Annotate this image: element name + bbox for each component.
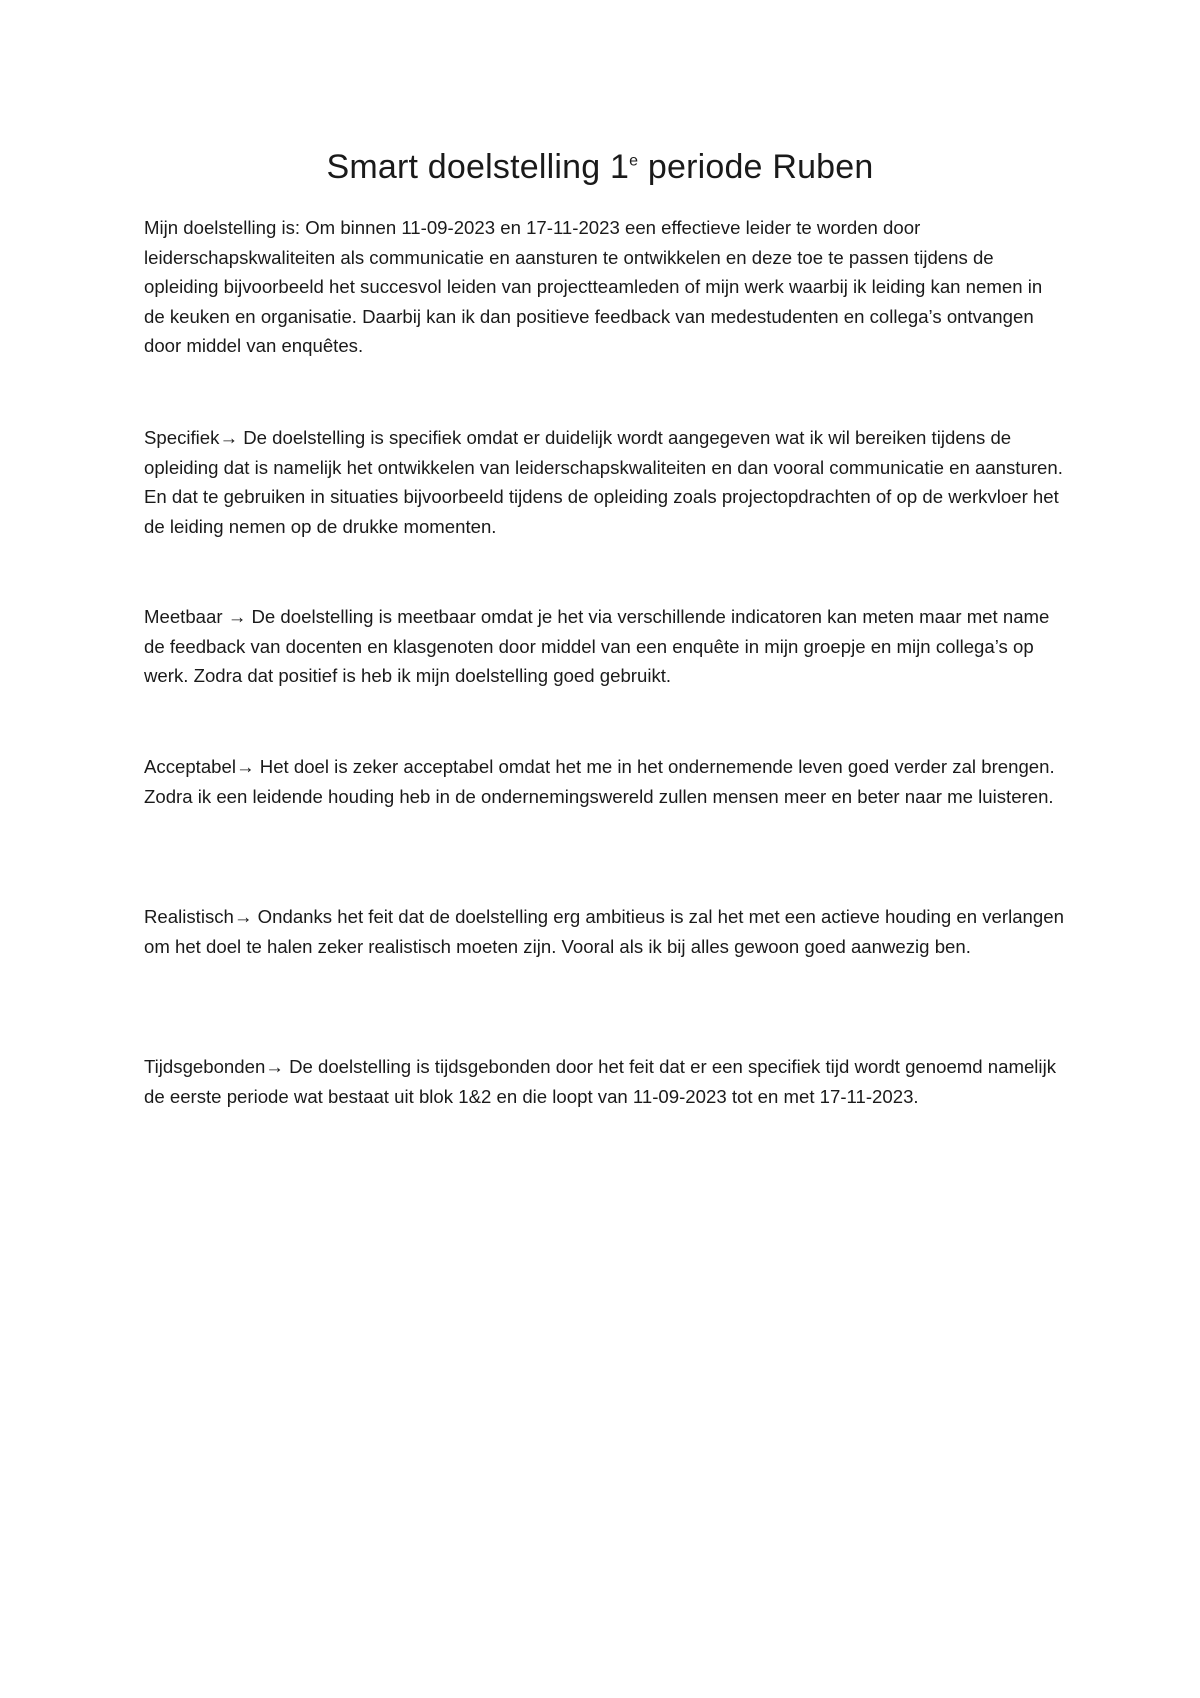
section-label: Realistisch: [144, 906, 234, 927]
section-specifiek: [144, 423, 1064, 541]
section-text: De doelstelling is meetbaar omdat je het via verschillende indicatoren kan meten maar met name de feedback van docenten en klasgenoten door middel van een enquête in mijn groepje en mijn collega’s op werk. Zodra dat positief is heb ik mijn doelstelling goed gebruikt.: [144, 606, 1050, 686]
section-meetbaar: [144, 602, 1064, 691]
section-acceptabel: [144, 752, 1064, 811]
title-main: Smart doelstelling 1: [326, 148, 630, 186]
title-rest: periode Ruben: [638, 148, 874, 186]
section-label: Tijdsgebonden: [144, 1056, 266, 1077]
section-label: Acceptabel: [144, 756, 236, 777]
arrow-icon: →: [227, 606, 247, 627]
section-text: Het doel is zeker acceptabel omdat het me in het ondernemende leven goed verder zal brengen. Zodra ik een leidende houding heb in de ondernemingswereld zullen mensen meer en beter naar me luisteren.: [144, 756, 1055, 807]
section-label: Meetbaar: [144, 606, 228, 627]
section-label: Specifiek: [144, 427, 220, 448]
arrow-icon: →: [233, 906, 253, 927]
arrow-icon: →: [236, 756, 255, 777]
document-title: [0, 148, 1200, 187]
arrow-icon: →: [219, 427, 239, 448]
section-realistisch: [144, 902, 1064, 961]
section-text: Ondanks het feit dat de doelstelling erg ambitieus is zal het met een actieve houding en verlangen om het doel te halen zeker realistisch moeten zijn. Vooral als ik bij alles gewoon goed aanwezig ben.: [144, 906, 1064, 957]
title-superscript: e: [629, 152, 639, 170]
section-text: De doelstelling is tijdsgebonden door het feit dat er een specifiek tijd wordt genoemd namelijk de eerste periode wat bestaat uit blok 1&2 en die loopt van 11-09-2023 tot en met 17-11-2023.: [144, 1056, 1056, 1107]
arrow-icon: →: [265, 1056, 284, 1077]
section-tijdsgebonden: [144, 1052, 1064, 1111]
section-text: De doelstelling is specifiek omdat er duidelijk wordt aangegeven wat ik wil bereiken tijdens de opleiding dat is namelijk het ontwikkelen van leiderschapskwaliteiten en dan vooral communicatie en aansturen. En dat te gebruiken in situaties bijvoorbeeld tijdens de opleiding zoals projectopdrachten of op de werkvloer het de leiding nemen op de drukke momenten.: [144, 427, 1063, 537]
intro-paragraph: Mijn doelstelling is: Om binnen 11-09-2023 en 17-11-2023 een effectieve leider te worden door leiderschapskwaliteiten als communicatie en aansturen te ontwikkelen en deze toe te passen tijdens de opleiding bijvoorbeeld het succesvol leiden van projectteamleden of mijn werk waarbij ik leiding kan nemen in de keuken en organisatie. Daarbij kan ik dan positieve feedback van medestudenten en collega’s ontvangen door middel van enquêtes.: [144, 217, 1043, 356]
